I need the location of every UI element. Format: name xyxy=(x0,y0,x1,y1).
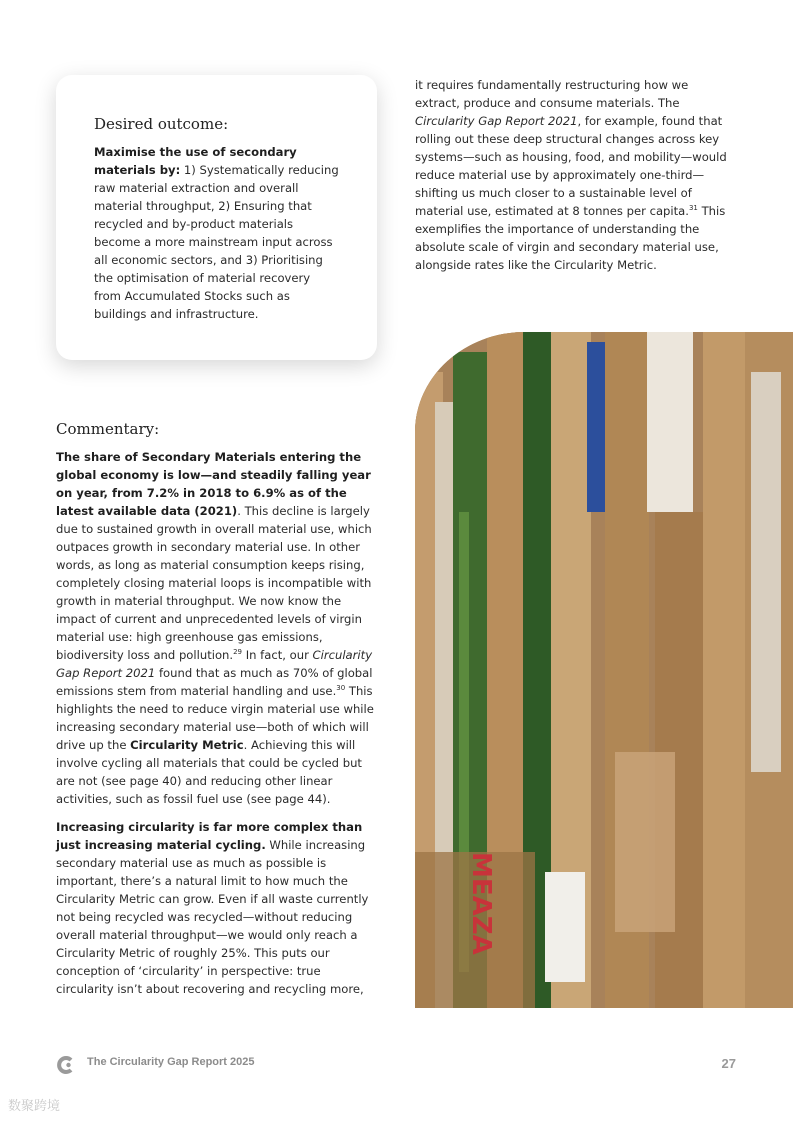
commentary-heading: Commentary: xyxy=(56,420,160,438)
commentary-paragraph-1 xyxy=(56,448,378,808)
watermark-text: 数聚跨境 xyxy=(8,1099,61,1114)
commentary-paragraph-2 xyxy=(56,818,378,998)
page-footer xyxy=(56,1055,736,1075)
svg-text:MEAZA: MEAZA xyxy=(466,852,496,955)
commentary-p1-c: found that as much as 70% of global emissions stem from material handling and use. xyxy=(56,666,373,698)
commentary-p1-a: . This decline is largely due to sustained growth in overall material use, which outpaces growth in secondary material use. In other words, as long as material consumption keeps rising, completely closing material loops is incompatible with growth in material throughput. We now know the impact of current and unprecedented levels of virgin material use: high greenhouse gas emissions, biodiversity loss and pollution. xyxy=(56,504,372,662)
circularity-metric-term: Circularity Metric xyxy=(130,738,244,752)
commentary-citation: Circularity Gap Report 2021 xyxy=(56,648,373,680)
commentary-section xyxy=(56,420,378,1008)
commentary-p1-e: . Achieving this will involve cycling all materials that could be cycled but are not (see page 40) and reducing other linear activities, such as fossil fuel use (see page 44). xyxy=(56,738,362,806)
desired-outcome-heading: Desired outcome: xyxy=(94,115,229,133)
commentary-p1-d: This highlights the need to reduce virgin material use while increasing secondary material use—both of which will drive up the xyxy=(56,684,374,752)
commentary-p1-b: In fact, our xyxy=(242,648,313,662)
footnote-ref-31: 31 xyxy=(688,204,698,213)
desired-outcome-lead: Maximise the use of secondary materials by: xyxy=(94,145,297,177)
desired-outcome-card xyxy=(56,75,377,360)
circularity-logo-icon xyxy=(56,1055,76,1075)
footer-report-title: The Circularity Gap Report 2025 xyxy=(87,1056,255,1068)
right-column-paragraph xyxy=(415,76,735,274)
footnote-ref-30: 30 xyxy=(336,684,346,693)
page-number: 27 xyxy=(721,1056,736,1071)
desired-outcome-body: 1) Systematically reducing raw material extraction and overall material throughput, 2) Ensuring that recycled and by-product materials become a more mainstream input across all economic sectors, and 3) Prioritising the optimisation of material recovery from Accumulated Stocks such as buildings and infrastructure. xyxy=(94,163,339,321)
commentary-p1-lead: The share of Secondary Materials entering the global economy is low—and steadily falling year on year, from 7.2% in 2018 to 6.9% as of the latest available data (2021) xyxy=(56,450,371,518)
footnote-ref-29: 29 xyxy=(233,648,243,657)
cardboard-bale-photo xyxy=(415,332,793,1008)
commentary-p2-body: While increasing secondary material use as much as possible is important, there’s a natural limit to how much the Circularity Metric can grow. Even if all waste currently not being recycled was recycled—without reducing overall material throughput—we would only reach a Circularity Metric of roughly 25%. This puts our conception of ‘circularity’ in perspective: true circularity isn’t about recovering and recycling more, xyxy=(56,838,369,996)
cardboard-bale-illustration xyxy=(415,332,793,1008)
report-2021-citation: Circularity Gap Report 2021 xyxy=(415,114,578,128)
right-text-part-3: This exemplifies the importance of understanding the absolute scale of virgin and secondary material use, alongside rates like the Circularity Metric. xyxy=(415,204,726,272)
desired-outcome-text xyxy=(94,143,339,323)
right-column-text xyxy=(415,76,735,274)
right-text-part-1: it requires fundamentally restructuring how we extract, produce and consume materials. The xyxy=(415,78,689,110)
right-text-part-2: , for example, found that rolling out these deep structural changes across key systems—such as housing, food, and mobility—would reduce material use by approximately one-third—shifting us much closer to a sustainable level of material use, estimated at 8 tonnes per capita. xyxy=(415,114,727,218)
commentary-p2-lead: Increasing circularity is far more complex than just increasing material cycling. xyxy=(56,820,363,852)
